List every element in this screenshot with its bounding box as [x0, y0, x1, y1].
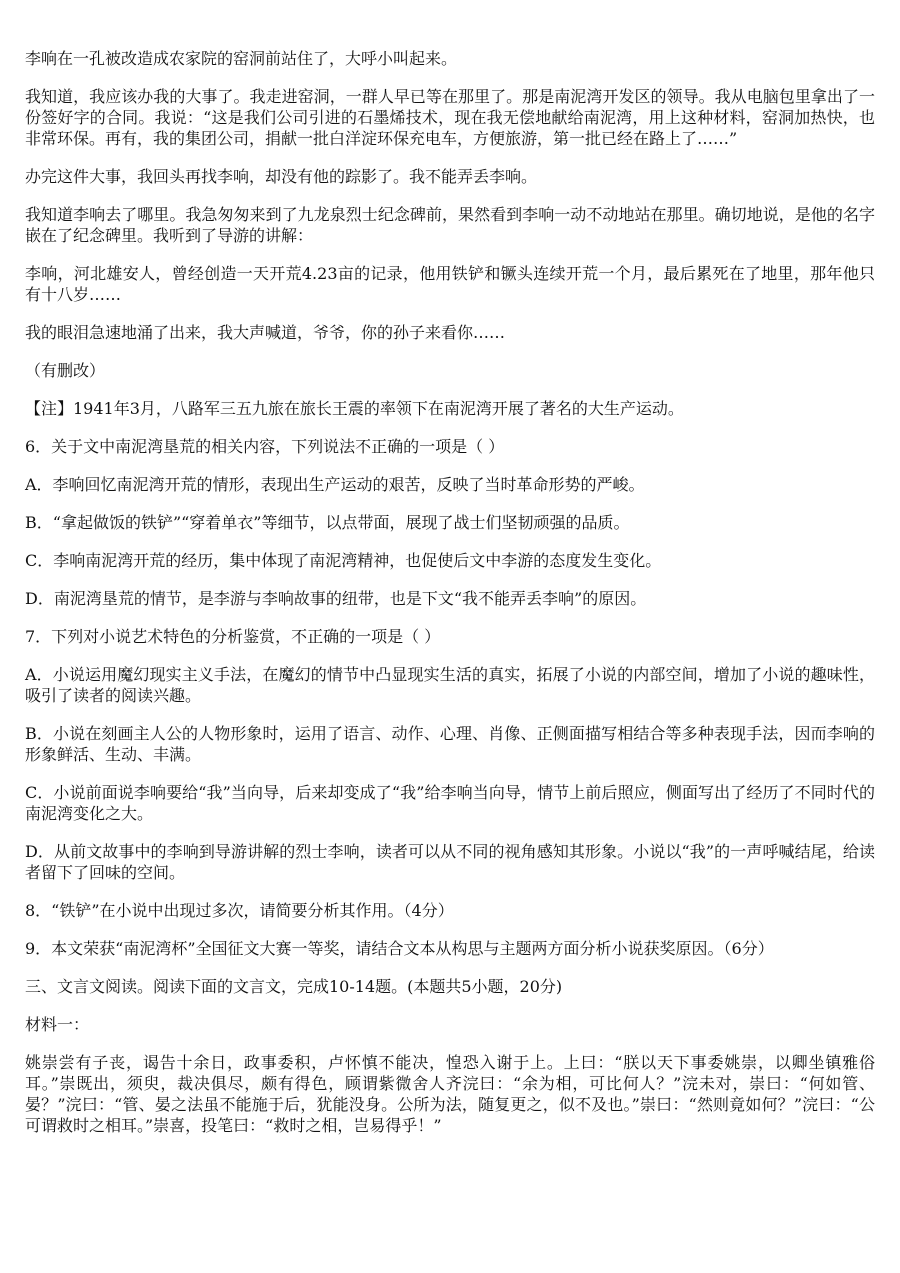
- section-3-heading: 三、文言文阅读。阅读下面的文言文，完成10-14题。(本题共5小题，20分): [25, 977, 563, 996]
- material-1-label: 材料一：: [25, 1015, 90, 1034]
- edit-note: （有删改）: [25, 361, 106, 380]
- story-paragraph-4: 我知道李响去了哪里。我急匆匆来到了九龙泉烈士纪念碑前，果然看到李响一动不动地站在那里。确切地说，是他的名字嵌在了纪念碑里。我听到了导游的讲解：: [25, 205, 875, 245]
- classical-text-paragraph: 姚崇尝有子丧，谒告十余日，政事委积，卢怀慎不能决，惶恐入谢于上。上曰：“朕以天下事委姚崇，以卿坐镇雅俗耳。”崇既出，须臾，裁决俱尽，颇有得色，顾谓紫微舍人齐浣曰：“余为相，可比何人？”浣未对，崇曰：“何如管、晏？”浣曰：“管、晏之法虽不能施于后，犹能没身。公所为法，随复更之，似不及也。”崇曰：“然则竟如何？”浣曰：“公可谓救时之相耳。”崇喜，投笔曰：“救时之相，岂易得乎！”: [25, 1053, 875, 1135]
- question-6-option-d: D．南泥湾垦荒的情节，是李游与李响故事的纽带，也是下文“我不能弄丢李响”的原因。: [25, 589, 647, 608]
- question-6-option-a: A．李响回忆南泥湾开荒的情形，表现出生产运动的艰苦，反映了当时革命形势的严峻。: [25, 475, 645, 494]
- story-paragraph-1: 李响在一孔被改造成农家院的窑洞前站住了，大呼小叫起来。: [25, 49, 458, 68]
- question-8: 8．“铁铲”在小说中出现过多次，请简要分析其作用。（4分）: [25, 901, 454, 920]
- question-6-option-c: C．李响南泥湾开荒的经历，集中体现了南泥湾精神，也促使后文中李游的态度发生变化。: [25, 551, 662, 570]
- question-6: 6．关于文中南泥湾垦荒的相关内容，下列说法不正确的一项是（ ）: [25, 437, 505, 456]
- question-6-option-b: B．“拿起做饭的铁铲”“穿着单衣”等细节，以点带面，展现了战士们坚韧顽强的品质。: [25, 513, 630, 532]
- question-9: 9．本文荣获“南泥湾杯”全国征文大赛一等奖，请结合文本从构思与主题两方面分析小说获奖原因。（6分）: [25, 939, 774, 958]
- story-paragraph-3: 办完这件大事，我回头再找李响，却没有他的踪影了。我不能弄丢李响。: [25, 167, 538, 186]
- story-paragraph-6: 我的眼泪急速地涌了出来，我大声喊道，爷爷，你的孙子来看你……: [25, 323, 506, 342]
- question-7-option-b: B．小说在刻画主人公的人物形象时，运用了语言、动作、心理、肖像、正侧面描写相结合等多种表现手法，因而李响的形象鲜活、生动、丰满。: [25, 724, 875, 764]
- question-7-option-d: D．从前文故事中的李响到导游讲解的烈士李响，读者可以从不同的视角感知其形象。小说以“我”的一声呼喊结尾，给读者留下了回味的空间。: [25, 842, 875, 882]
- document-page: [25, 48, 875, 1136]
- story-paragraph-5: 李响，河北雄安人，曾经创造一天开荒4.23亩的记录，他用铁铲和镢头连续开荒一个月，最后累死在了地里，那年他只有十八岁……: [25, 264, 875, 304]
- question-7-option-a: A．小说运用魔幻现实主义手法，在魔幻的情节中凸显现实生活的真实，拓展了小说的内部空间，增加了小说的趣味性，吸引了读者的阅读兴趣。: [25, 665, 875, 705]
- question-7-option-c: C．小说前面说李响要给“我”当向导，后来却变成了“我”给李响当向导，情节上前后照应，侧面写出了经历了不同时代的南泥湾变化之大。: [25, 783, 875, 823]
- question-7: 7．下列对小说艺术特色的分析鉴赏，不正确的一项是（ ）: [25, 627, 441, 646]
- story-paragraph-2: 我知道，我应该办我的大事了。我走进窑洞，一群人早已等在那里了。那是南泥湾开发区的领导。我从电脑包里拿出了一份签好字的合同。我说：“这是我们公司引进的石墨烯技术，现在我无偿地献给南泥湾，用上这种材料，窑洞加热快，也非常环保。再有，我的集团公司，捐献一批白洋淀环保充电车，方便旅游，第一批已经在路上了……”: [25, 87, 875, 148]
- annotation-note: 【注】1941年3月，八路军三五九旅在旅长王震的率领下在南泥湾开展了著名的大生产运动。: [25, 399, 684, 418]
